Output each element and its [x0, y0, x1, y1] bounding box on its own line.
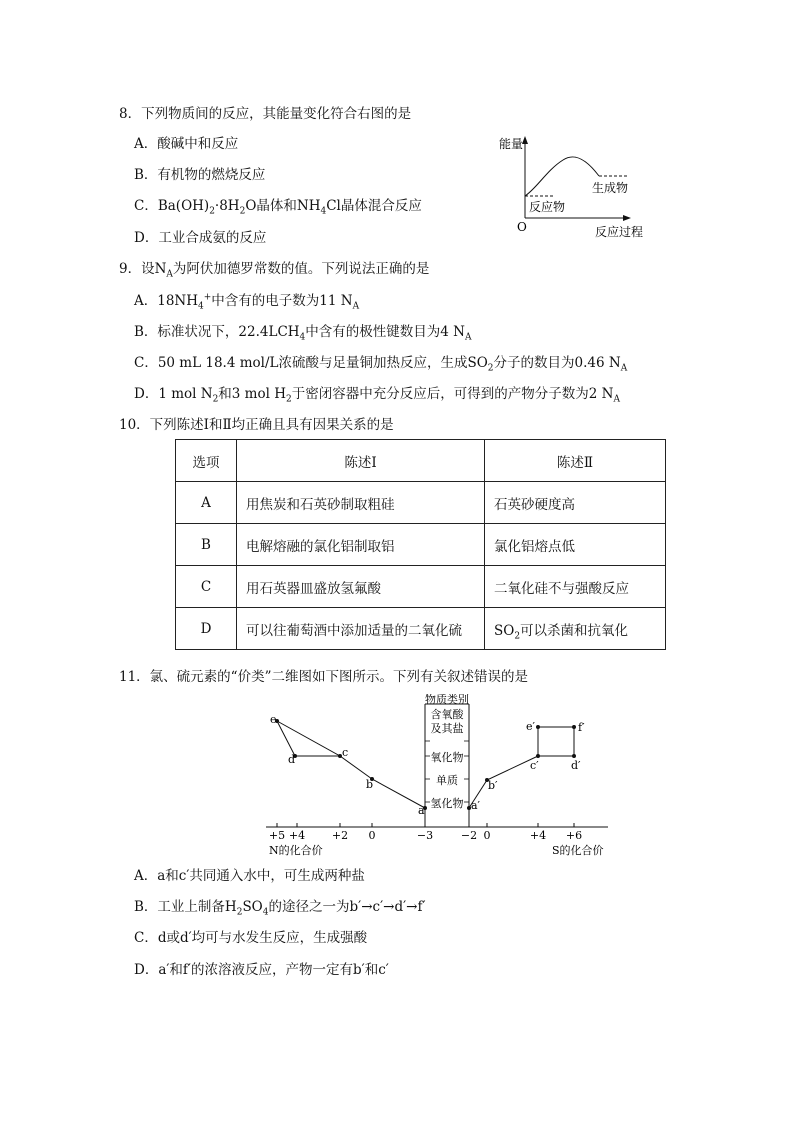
tick-label: +2: [331, 829, 349, 842]
point-label: d′: [571, 759, 581, 772]
table-cell: 电解熔融的氯化铝制取铝: [237, 524, 485, 566]
point-c-prime: [536, 754, 540, 758]
energy-diagram: [495, 130, 655, 242]
category-label: 单质: [436, 774, 458, 787]
table-cell: 二氧化硅不与强酸反应: [485, 566, 666, 608]
q9-option-d: D．1 mol $N_2$和3 mol $H_2$于密闭容器中充分反应后，可得到的产物分子数为2 $N_A$: [134, 386, 620, 405]
point-label: c′: [530, 759, 539, 772]
table-cell: 石英砂硬度高: [485, 482, 666, 524]
reaction-process-label: 反应过程: [595, 225, 644, 239]
left-axis-label: N的化合价: [269, 844, 323, 857]
point-label: c: [342, 746, 349, 759]
tick-label: 0: [368, 829, 376, 842]
q11-stem: 11．氯、硫元素的“价类”二维图如下图所示。下列有关叙述错误的是: [119, 669, 528, 685]
q9-option-c: C．50 mL 18.4 mol/L浓硫酸与足量铜加热反应，生成$SO_2$分子的数目为0.46 $N_A$: [134, 355, 628, 374]
table-row: [176, 482, 666, 524]
point-label: e′: [526, 720, 536, 733]
category-label: 含氧酸: [430, 708, 464, 721]
table-cell: 可以往葡萄酒中添加适量的二氧化硫: [237, 608, 485, 650]
category-label: 氢化物: [430, 797, 464, 810]
tick-label: 0: [483, 829, 491, 842]
category-label: 氧化物: [430, 751, 464, 764]
q10-table: [175, 439, 666, 650]
q8-option-c: C．$Ba(OH)_2\cdot 8H_2O$晶体和$NH_4Cl$晶体混合反应: [134, 198, 422, 217]
right-axis-label: S的化合价: [552, 844, 604, 857]
table-cell: 用石英器皿盛放氢氟酸: [237, 566, 485, 608]
category-label: 及其盐: [430, 722, 464, 735]
table-cell: 用焦炭和石英砂制取粗硅: [237, 482, 485, 524]
category-label: 物质类别: [425, 694, 469, 706]
table-cell: D: [176, 608, 237, 650]
point-label: b: [366, 778, 374, 791]
q10-stem: 10．下列陈述Ⅰ和Ⅱ均正确且具有因果关系的是: [119, 417, 394, 433]
product-label: 生成物: [592, 181, 629, 195]
point-label: b′: [488, 779, 498, 792]
point-e-prime: [536, 725, 540, 729]
q11-option-c: C．d或d′均可与水发生反应，生成强酸: [134, 930, 368, 946]
q9-option-a: A．$18NH_4^+$中含有的电子数为11 $N_A$: [134, 292, 360, 312]
energy-axis-label: 能量: [499, 137, 524, 151]
point-label: a′: [471, 799, 481, 812]
table-cell: B: [176, 524, 237, 566]
tick-label: +6: [565, 829, 583, 842]
point-label: a: [418, 804, 425, 817]
q9-stem: 9．设$N_A$为阿伏加德罗常数的值。下列说法正确的是: [119, 261, 430, 280]
tick-label: −3: [416, 829, 434, 842]
table-header: 选项: [176, 440, 237, 482]
point-label: f′: [578, 721, 585, 734]
q8-option-a: A．酸碱中和反应: [134, 136, 239, 152]
q11-option-d: D．a′和f′的浓溶液反应，产物一定有b′和c′: [134, 962, 389, 978]
table-cell: 氯化铝熔点低: [485, 524, 666, 566]
origin-label: O: [517, 220, 527, 234]
table-row: [176, 524, 666, 566]
table-header: 陈述Ⅱ: [485, 440, 666, 482]
tick-label: −2: [460, 829, 478, 842]
q11-option-a: A．a和c′共同通入水中，可生成两种盐: [134, 868, 365, 884]
table-cell: A: [176, 482, 237, 524]
valence-class-chart: [262, 694, 612, 860]
point-f-prime: [572, 725, 576, 729]
reactant-label: 反应物: [529, 200, 566, 214]
point-label: e: [270, 713, 277, 726]
q8-option-b: B．有机物的燃烧反应: [134, 167, 266, 183]
table-row: [176, 566, 666, 608]
table-header: 陈述Ⅰ: [237, 440, 485, 482]
table-row: [176, 608, 666, 650]
q8-stem: 8．下列物质间的反应，其能量变化符合右图的是: [119, 106, 412, 122]
table-cell: C: [176, 566, 237, 608]
tick-label: +4: [529, 829, 547, 842]
table-header-row: [176, 440, 666, 482]
table-cell: $SO_2$可以杀菌和抗氧化: [485, 608, 666, 650]
q9-option-b: B．标准状况下，$22.4LCH_4$中含有的极性键数目为4 $N_A$: [134, 324, 472, 343]
point-d-prime: [572, 754, 576, 758]
point-label: d: [288, 753, 296, 766]
tick-label: +5: [268, 829, 286, 842]
tick-label: +4: [288, 829, 306, 842]
q8-option-d: D．工业合成氨的反应: [134, 230, 267, 246]
q11-option-b: B．工业上制备$H_2SO_4$的途径之一为b′→c′→d′→f′: [134, 899, 426, 918]
